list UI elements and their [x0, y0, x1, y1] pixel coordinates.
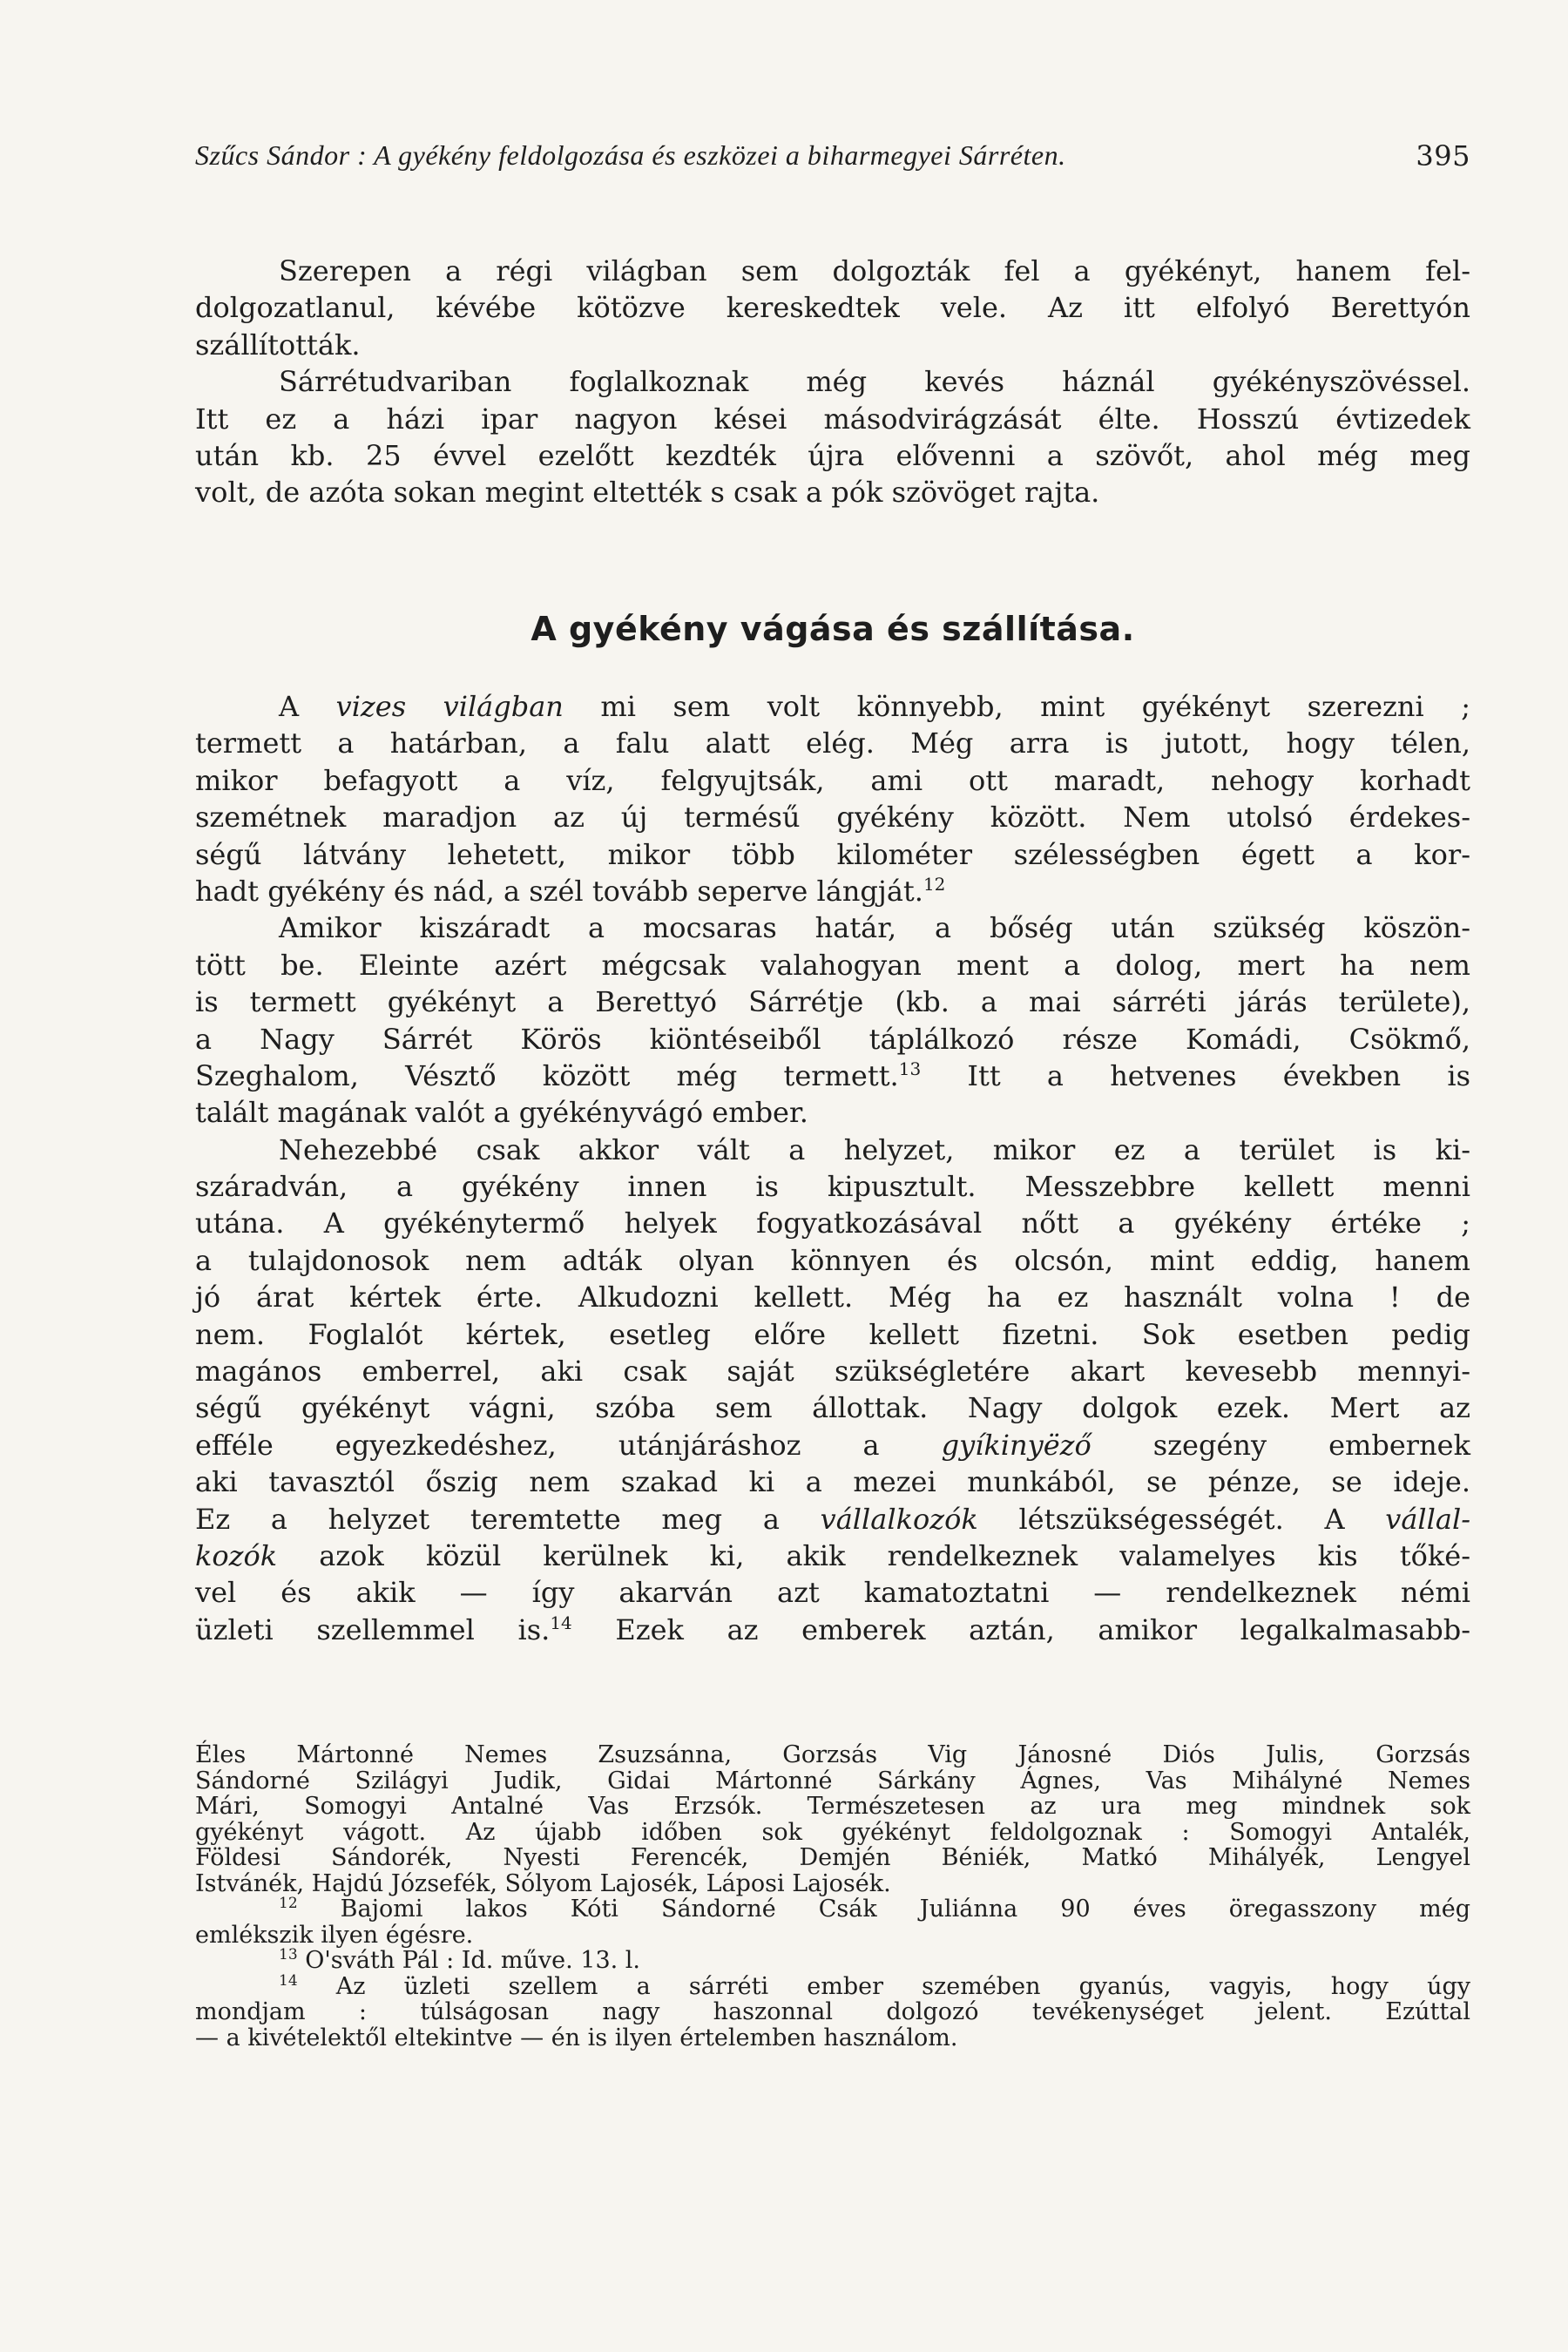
text-line: talált magának valót a gyékényvágó ember.	[195, 1096, 808, 1130]
text-line: efféle egyezkedéshez, utánjáráshoz a gyíkinyëző szegény embernek	[195, 1428, 1471, 1462]
text-line: Nehezebbé csak akkor vált a helyzet, mikor ez a terület is ki-	[279, 1132, 1470, 1166]
italic-term: kozók	[195, 1538, 278, 1572]
text-line: után kb. 25 évvel ezelőtt kezdték újra elővenni a szövőt, ahol még meg	[195, 438, 1470, 472]
footnote-line: emlékszik ilyen égésre.	[195, 1921, 474, 1949]
text-line: szállították.	[195, 328, 361, 362]
text-line: üzleti szellemmel is.$^{14}$ Ezek az emberek aztán, amikor legalkalmasabb-	[195, 1612, 1471, 1646]
text-line: a Nagy Sárrét Körös kiöntéseiből táplálkozó része Komádi, Csökmő,	[195, 1022, 1470, 1056]
footnote-ref: 12	[923, 873, 946, 895]
footnote-line: Mári, Somogyi Antalné Vas Erzsók. Természetesen az ura meg mindnek sok	[195, 1793, 1470, 1820]
footnote-mark: 14	[279, 1971, 298, 1990]
footnote-line: — a kivételektől eltekintve — én is ilyen értelemben használom.	[195, 2024, 958, 2051]
italic-term: vállalkozók	[820, 1502, 978, 1536]
text-line: Itt ez a házi ipar nagyon kései másodvirágzását élte. Hosszú évtizedek	[195, 402, 1470, 436]
page-number: 395	[1416, 139, 1470, 172]
text-line: jó árat kértek érte. Alkudozni kellett. Még ha ez használt volna ! de	[195, 1281, 1470, 1315]
text-line: Szerepen a régi világban sem dolgozták fel a gyékényt, hanem fel-	[279, 254, 1470, 287]
text-line: Sárrétudvariban foglalkoznak még kevés háznál gyékényszövéssel.	[279, 365, 1470, 399]
section-main	[195, 688, 1470, 1648]
text-line: vel és akik — így akarván azt kamatoztatni — rendelkeznek némi	[195, 1576, 1470, 1610]
running-head	[195, 131, 1470, 179]
text-line: kozók azok közül kerülnek ki, akik rendelkeznek valamelyes kis tőké-	[195, 1538, 1470, 1572]
text-line: Amikor kiszáradt a mocsaras határ, a bőség után szükség köszön-	[279, 911, 1470, 945]
footnote-line: Istvánék, Hajdú Józsefék, Sólyom Lajosék, Láposi Lajosék.	[195, 1869, 891, 1897]
text-line: mikor befagyott a víz, felgyujtsák, ami ott maradt, nehogy korhadt	[195, 763, 1470, 797]
footnote-line: Sándorné Szilágyi Judik, Gidai Mártonné Sárkány Ágnes, Vas Mihályné Nemes	[195, 1767, 1470, 1794]
text-line: is termett gyékényt a Berettyó Sárrétje (kb. a mai sárréti járás területe),	[195, 985, 1470, 1019]
paragraph	[195, 688, 1470, 909]
footnote-13	[195, 1948, 1470, 1974]
text-line: tött be. Eleinte azért mégcsak valahogyan ment a dolog, mert ha nem	[195, 948, 1470, 982]
footnote-14	[195, 1971, 1470, 2051]
italic-term: vállal-	[1385, 1502, 1471, 1536]
running-head-title: Szűcs Sándor : A gyékény feldolgozása és eszközei a biharmegyei Sárréten.	[195, 139, 1066, 171]
paragraph	[195, 253, 1470, 363]
footnote-line: $^{12}$ Bajomi lakos Kóti Sándorné Csák Juliánna 90 éves öregasszony még	[279, 1895, 1470, 1923]
text-line: aki tavasztól őszig nem szakad ki a mezei munkából, se pénze, se ideje.	[195, 1465, 1470, 1499]
text-line: utána. A gyékénytermő helyek fogyatkozásával nőtt a gyékény értéke ;	[195, 1206, 1470, 1240]
footnote-line: $^{13}$ O'sváth Pál : Id. műve. 13. l.	[279, 1946, 640, 1974]
footnote-continuation	[195, 1742, 1470, 1896]
footnotes	[195, 1742, 1470, 2051]
section-intro	[195, 253, 1470, 511]
footnote-line: Éles Mártonné Nemes Zsuzsánna, Gorzsás Vig Jánosné Diós Julis, Gorzsás	[195, 1741, 1470, 1768]
text-line: magános emberrel, aki csak saját szükségletére akart kevesebb mennyi-	[195, 1355, 1470, 1389]
paragraph	[195, 909, 1470, 1131]
italic-term: vizes világban	[335, 690, 564, 723]
paragraph	[195, 1132, 1470, 1648]
paragraph	[195, 363, 1470, 511]
footnote-line: mondjam : túlságosan nagy haszonnal dolgozó tevékenységet jelent. Ezúttal	[195, 1998, 1470, 2025]
text-line: szemétnek maradjon az új termésű gyékény között. Nem utolsó érdekes-	[195, 801, 1470, 835]
text-line: termett a határban, a falu alatt elég. Még arra is jutott, hogy télen,	[195, 727, 1470, 760]
text-line: ségű gyékényt vágni, szóba sem állottak. Nagy dolgok ezek. Mert az	[195, 1391, 1470, 1425]
section-heading: A gyékény vágása és szállítása.	[531, 610, 1135, 648]
footnote-ref: 13	[898, 1058, 922, 1079]
text-line: nem. Foglalót kértek, esetleg előre kellett fizetni. Sok esetben pedig	[195, 1317, 1470, 1351]
text-line: ségű látvány lehetett, mikor több kilométer szélességben égett a kor-	[195, 837, 1470, 871]
text-line: dolgozatlanul, kévébe kötözve kereskedtek vele. Az itt elfolyó Berettyón	[195, 291, 1470, 325]
footnote-line: Földesi Sándorék, Nyesti Ferencék, Demjén Béniék, Matkó Mihályék, Lengyel	[195, 1844, 1470, 1871]
footnote-line: $^{14}$ Az üzleti szellem a sárréti ember szemében gyanús, vagyis, hogy úgy	[279, 1971, 1470, 2000]
text-line: volt, de azóta sokan megint eltették s csak a pók szövöget rajta.	[195, 476, 1100, 510]
footnote-line: gyékényt vágott. Az újabb időben sok gyékényt feldolgoznak : Somogyi Antalék,	[195, 1818, 1470, 1846]
footnote-mark: 12	[279, 1895, 298, 1912]
footnote-12	[195, 1896, 1470, 1948]
text-line: Ez a helyzet teremtette meg a vállalkozók létszükségességét. A vállal-	[195, 1502, 1471, 1536]
text-line: a tulajdonosok nem adták olyan könnyen és olcsón, mint eddig, hanem	[195, 1243, 1470, 1277]
text-line: hadt gyékény és nád, a szél tovább seperve lángját.$^{12}$	[195, 873, 946, 908]
text-line: Szeghalom, Vésztő között még termett.$^{13}$ Itt a hetvenes években is	[195, 1058, 1471, 1092]
footnote-mark: 13	[279, 1946, 298, 1963]
text-line: száradván, a gyékény innen is kipusztult. Messzebbre kellett menni	[195, 1170, 1470, 1204]
footnote-ref: 14	[550, 1612, 572, 1633]
italic-term: gyíkinyëző	[941, 1428, 1092, 1462]
text-line: A vizes világban mi sem volt könnyebb, mint gyékényt szerezni ;	[279, 690, 1471, 723]
